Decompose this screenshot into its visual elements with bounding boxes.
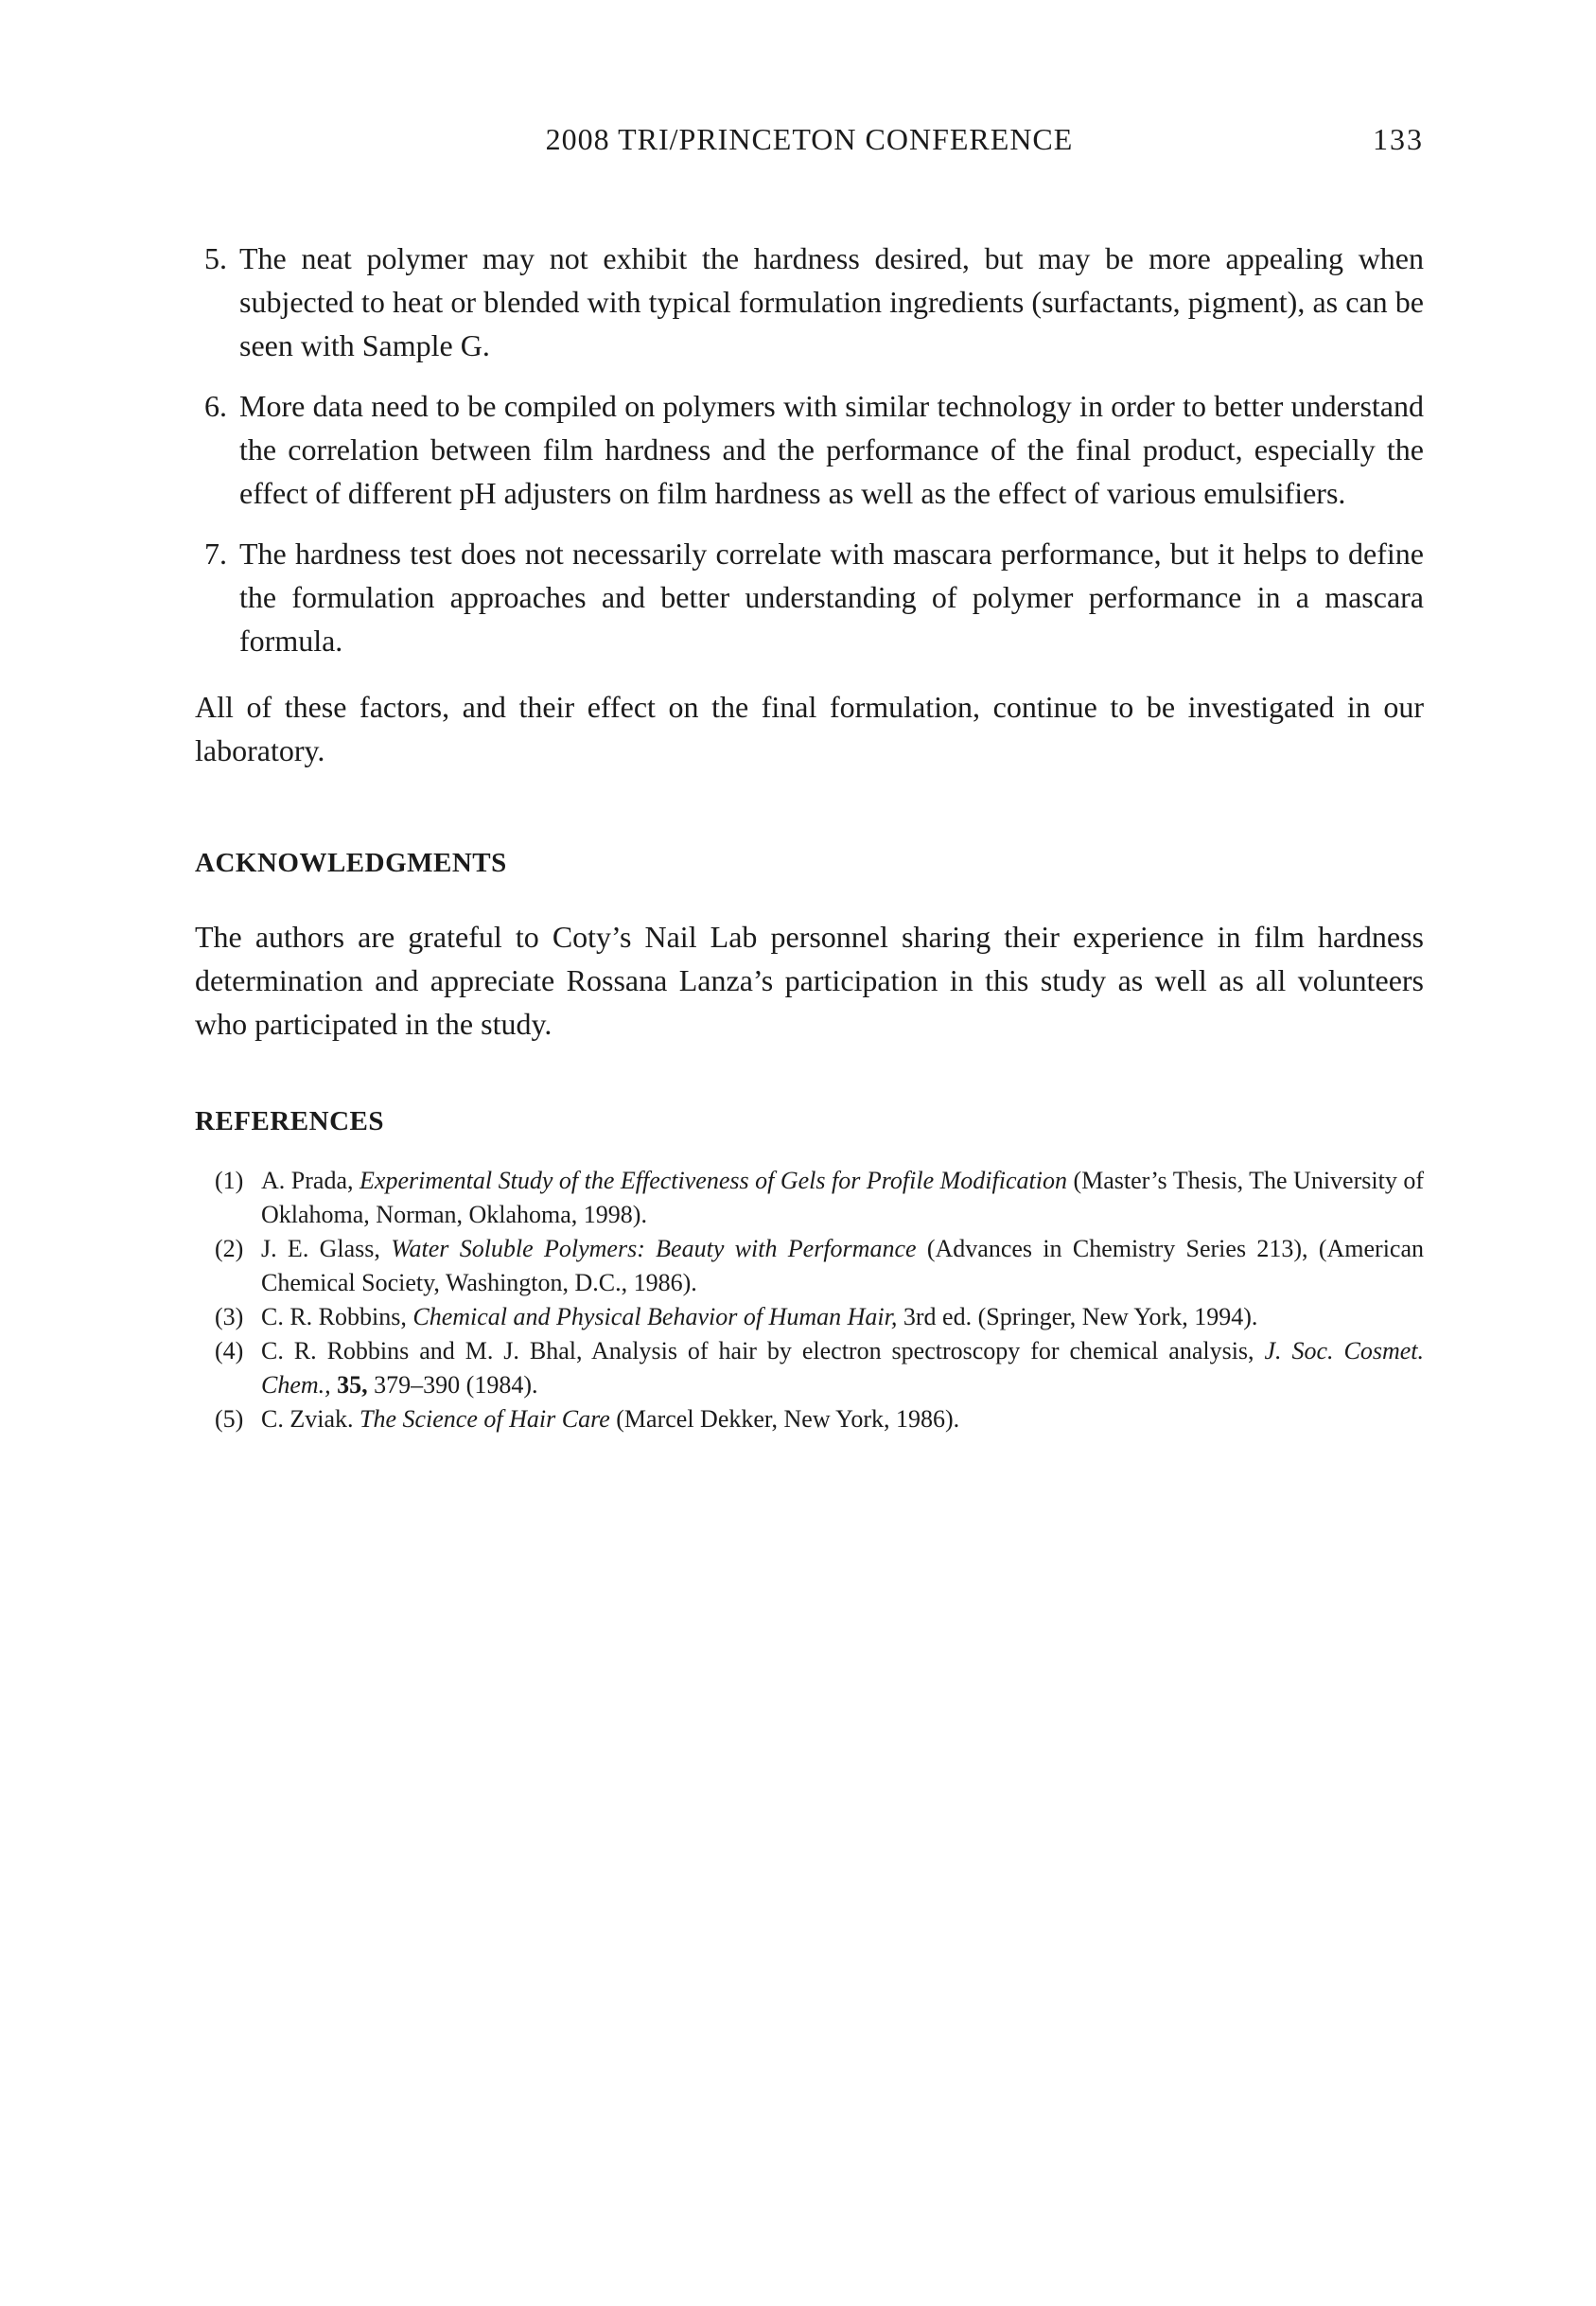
reference-segment: A. Prada, xyxy=(261,1167,360,1194)
reference-segment-italic: Experimental Study of the Effectiveness of Gels for Profile Modification xyxy=(360,1167,1067,1194)
reference-segment-italic: J. Soc. Cosmet. Chem., xyxy=(261,1337,1424,1399)
reference-segment: J. E. Glass, xyxy=(261,1235,392,1262)
reference-number: (1) xyxy=(215,1167,244,1194)
reference-text xyxy=(261,1164,1424,1232)
reference-text xyxy=(261,1300,1424,1334)
reference-number: (2) xyxy=(215,1235,244,1262)
conclusion-item-5 xyxy=(195,237,1424,367)
conclusion-text: The hardness test does not necessarily correlate with mascara performance, but it helps to define the formulation approaches and better understanding of polymer performance in a mascara formula. xyxy=(239,537,1424,658)
reference-segment: (Marcel Dekker, New York, 1986). xyxy=(609,1405,960,1433)
reference-text xyxy=(261,1334,1424,1402)
reference-item-5 xyxy=(195,1402,1424,1436)
reference-list xyxy=(195,1164,1424,1436)
reference-number: (5) xyxy=(215,1405,244,1433)
reference-item-2 xyxy=(195,1232,1424,1300)
conclusion-text: The neat polymer may not exhibit the hardness desired, but may be more appealing when subjected to heat or blended with typical formulation ingredients (surfactants, pigment), as can be seen with Sample G. xyxy=(239,241,1424,362)
reference-segment: C. R. Robbins and M. J. Bhal, Analysis of hair by electron spectroscopy for chemical analysis, xyxy=(261,1337,1265,1364)
conclusion-item-6 xyxy=(195,384,1424,515)
reference-segment-bold: 35, xyxy=(337,1371,375,1399)
conclusion-text: More data need to be compiled on polymers with similar technology in order to better understand the correlation between film hardness and the performance of the final product, especially the effect of different pH adjusters on film hardness as well as the effect of various emulsifiers. xyxy=(239,389,1424,510)
conclusion-item-7 xyxy=(195,532,1424,662)
reference-segment: (Master’s Thesis, The University of Oklahoma, Norman, Oklahoma, 1998). xyxy=(261,1167,1424,1228)
reference-item-4 xyxy=(195,1334,1424,1402)
reference-text xyxy=(261,1402,1424,1436)
reference-segment: (Advances in Chemistry Series 213), (American Chemical Society, Washington, D.C., 1986). xyxy=(261,1235,1425,1296)
reference-segment: C. R. Robbins, xyxy=(261,1303,413,1330)
reference-item-3 xyxy=(195,1300,1424,1334)
reference-segment: 3rd ed. (Springer, New York, 1994). xyxy=(897,1303,1258,1330)
page-number: 133 xyxy=(1373,122,1424,156)
running-head xyxy=(195,121,1424,157)
reference-number: (4) xyxy=(215,1337,244,1364)
closing-paragraph: All of these factors, and their effect on the final formulation, continue to be investigated in our laboratory. xyxy=(195,690,1424,767)
reference-segment-italic: Chemical and Physical Behavior of Human Hair, xyxy=(412,1303,898,1330)
conclusion-list xyxy=(195,237,1424,662)
reference-segment-italic: Water Soluble Polymers: Beauty with Performance xyxy=(391,1235,917,1262)
conclusion-number: 7. xyxy=(204,537,227,571)
acknowledgments-heading: ACKNOWLEDGMENTS xyxy=(195,848,507,878)
reference-segment-italic: The Science of Hair Care xyxy=(360,1405,610,1433)
reference-segment: C. Zviak. xyxy=(261,1405,360,1433)
conclusion-number: 5. xyxy=(204,241,227,275)
references-heading: REFERENCES xyxy=(195,1106,384,1136)
reference-item-1 xyxy=(195,1164,1424,1232)
conclusion-number: 6. xyxy=(204,389,227,423)
reference-segment: 379–390 (1984). xyxy=(374,1371,538,1399)
running-head-title: 2008 TRI/PRINCETON CONFERENCE xyxy=(545,122,1074,156)
reference-number: (3) xyxy=(215,1303,244,1330)
acknowledgments-text: The authors are grateful to Coty’s Nail Lab personnel sharing their experience in film hardness determination and appreciate Rossana Lanza’s participation in this study as well as all volunteers who participated in the study. xyxy=(195,920,1424,1041)
reference-text xyxy=(261,1232,1424,1300)
